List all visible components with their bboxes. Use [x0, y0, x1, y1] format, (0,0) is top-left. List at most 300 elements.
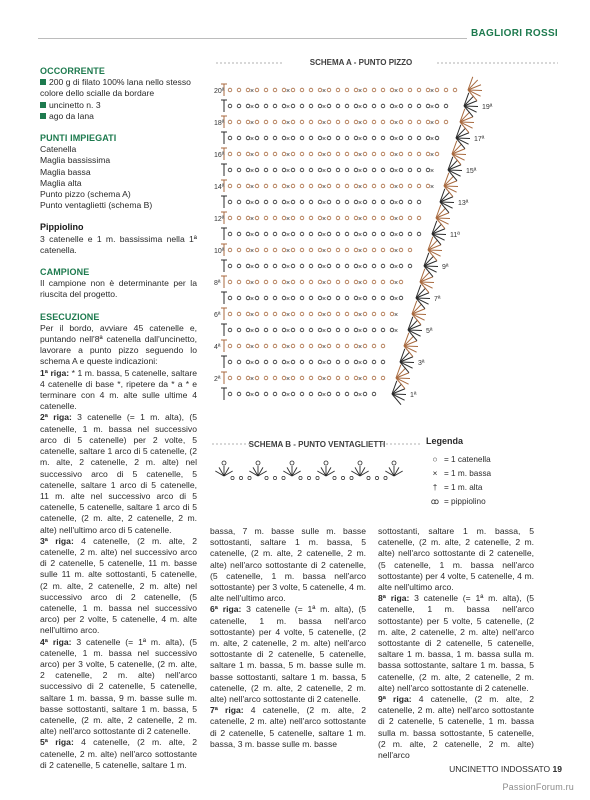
row-label-left: 10ª: [214, 248, 225, 255]
single-crochet-mark: ×: [394, 120, 399, 127]
chain-stitch-mark: [399, 200, 403, 204]
chain-stitch-mark: [363, 328, 367, 332]
row-7-instructions: 7ª riga: 4 catenelle, (2 m. alte, 2 catenelle, 2 m. alte) nell'arco sottostante di 2 catenelle, 5 catenelle, saltare 1 m. bassa, 3 m. basse sulle m. basse: [210, 705, 366, 749]
single-crochet-mark: ×: [322, 120, 327, 127]
chain-stitch-mark: [228, 344, 232, 348]
chain-stitch-mark: [309, 136, 313, 140]
chain-stitch-mark: [336, 376, 340, 380]
chain-stitch-mark: [291, 344, 295, 348]
single-crochet-mark: ×: [358, 216, 363, 223]
square-bullet-icon: [40, 113, 46, 119]
chain-stitch-mark: [273, 312, 277, 316]
chain-stitch-mark: [327, 88, 331, 92]
chain-stitch-mark: [273, 476, 276, 479]
single-crochet-mark: ×: [358, 232, 363, 239]
chain-stitch-mark: [350, 476, 353, 479]
chain-stitch-mark: [399, 296, 403, 300]
chain-stitch-mark: [381, 136, 385, 140]
single-crochet-mark: ×: [250, 120, 255, 127]
chain-stitch-mark: [345, 200, 349, 204]
chain-stitch-mark: [381, 248, 385, 252]
fan-stitch-mark: [416, 298, 429, 304]
crochet-chart-a: [212, 56, 562, 431]
chain-stitch-mark: [255, 200, 259, 204]
fan-stitch-mark: [460, 122, 469, 133]
single-crochet-mark: ×: [358, 120, 363, 127]
chain-stitch-mark: [408, 264, 412, 268]
chain-stitch-mark: [309, 104, 313, 108]
chain-stitch-mark: [264, 344, 268, 348]
row-1-instructions: 1ª riga: * 1 m. bassa, 5 catenelle, saltare 4 catenelle di base *, ripetere da * a * e terminare con 4 m. alte sulle ultime 4 catenelle.: [40, 367, 197, 412]
chain-stitch-mark: [435, 120, 439, 124]
chain-stitch-mark: [300, 136, 304, 140]
chain-stitch-mark: [307, 476, 310, 479]
row-3-instructions: 3ª riga: 4 catenelle, (2 m. alte, 2 catenelle, 2 m. alte) nel successivo arco di 2 catenelle, 5 catenelle, 11 m. basse sulle 11 m. alte sottostanti, 5 catenelle, (2 m. alte, 2 catenelle, 2 m. alte) nel successivo arco di 2 catenelle, (5 catenelle, 1 m. bassa nel successivo arco) per 2 volte, 5 catenelle, 4 m. alte nell'ultimo arco.: [40, 535, 197, 636]
chain-stitch-mark: [381, 328, 385, 332]
single-crochet-mark: ×: [322, 296, 327, 303]
chain-stitch-mark: [255, 344, 259, 348]
single-crochet-mark: ×: [394, 136, 399, 143]
fan-stitch-mark: [424, 266, 437, 272]
chain-stitch-mark: [264, 232, 268, 236]
chain-stitch-mark: [417, 200, 421, 204]
single-crochet-mark: ×: [394, 232, 399, 239]
chain-stitch-mark: [228, 392, 232, 396]
chain-stitch-mark: [273, 216, 277, 220]
chain-stitch-mark: [372, 152, 376, 156]
chain-stitch-mark: [237, 120, 241, 124]
fan-stitch-mark: [440, 202, 453, 208]
single-crochet-mark: ×: [250, 248, 255, 255]
row-5-continued: bassa, 7 m. basse sulle m. basse sottostanti, saltare 1 m. bassa, 5 catenelle, (2 m. alte, 2 catenelle, 2 m. alte) nell'arco sottostante di 2 catenelle, (5 catenelle, 1 m. bassa nell'arco sottostante) per 3 volte, 5 catenelle, 4 m. alte nell'ultimo arco.: [210, 526, 366, 604]
chain-stitch-mark: [381, 280, 385, 284]
chain-stitch-mark: [381, 216, 385, 220]
fan-stitch-mark: [412, 314, 421, 325]
chain-stitch-mark: [399, 280, 403, 284]
chain-stitch-mark: [291, 184, 295, 188]
chain-stitch-mark: [372, 312, 376, 316]
legend-title: Legenda: [426, 436, 464, 446]
chain-stitch-mark: [273, 104, 277, 108]
chain-stitch-mark: [273, 344, 277, 348]
single-crochet-mark: ×: [394, 312, 399, 319]
campione-text: Il campione non è determinante per la riuscita del progetto.: [40, 278, 197, 300]
chain-stitch-mark: [363, 376, 367, 380]
single-crochet-mark: ×: [430, 136, 435, 143]
chain-stitch-mark: [435, 104, 439, 108]
chain-stitch-mark: [408, 200, 412, 204]
chain-stitch-mark: [228, 232, 232, 236]
chain-stitch-mark: [309, 296, 313, 300]
single-crochet-mark: ×: [322, 104, 327, 111]
chain-stitch-mark: [255, 216, 259, 220]
single-crochet-mark: ×: [394, 264, 399, 271]
single-crochet-mark: ×: [250, 88, 255, 95]
row-label-right: 15ª: [466, 168, 477, 175]
chain-stitch-mark: [336, 280, 340, 284]
chain-stitch-mark: [255, 264, 259, 268]
esecuzione-heading: ESECUZIONE: [40, 311, 100, 322]
chain-stitch-mark: [255, 152, 259, 156]
chain-stitch-mark: [363, 280, 367, 284]
fan-stitch-mark: [444, 186, 453, 197]
chain-stitch-mark: [309, 392, 313, 396]
chain-stitch-mark: [273, 152, 277, 156]
single-crochet-mark: ×: [250, 264, 255, 271]
chain-stitch-mark: [372, 296, 376, 300]
chain-stitch-mark: [372, 280, 376, 284]
chain-stitch-mark: [237, 184, 241, 188]
chain-stitch-mark: [228, 376, 232, 380]
single-crochet-mark: ×: [286, 168, 291, 175]
chain-stitch-mark: [399, 248, 403, 252]
single-crochet-mark: ×: [358, 296, 363, 303]
chain-stitch-mark: [381, 296, 385, 300]
chain-stitch-mark: [363, 152, 367, 156]
chain-stitch-mark: [237, 360, 241, 364]
chain-stitch-mark: [273, 376, 277, 380]
chain-stitch-mark: [291, 248, 295, 252]
single-crochet-mark: ×: [250, 232, 255, 239]
fan-stitch-mark: [428, 250, 441, 256]
list-item: Punto pizzo (schema A): [40, 189, 131, 200]
chain-stitch-mark: [381, 88, 385, 92]
legend-item: × = 1 m. bassa: [426, 466, 566, 480]
chain-stitch-mark: [228, 120, 232, 124]
chain-stitch-mark: [381, 104, 385, 108]
chain-stitch-mark: [372, 120, 376, 124]
single-crochet-icon: ×: [432, 468, 438, 478]
chain-stitch-mark: [399, 104, 403, 108]
chain-stitch-mark: [228, 88, 232, 92]
chain-stitch-mark: [372, 264, 376, 268]
chain-stitch-mark: [399, 232, 403, 236]
watermark: PassionForum.ru: [502, 782, 574, 792]
chain-stitch-mark: [363, 264, 367, 268]
fan-stitch-mark: [424, 266, 433, 277]
section-tag: BAGLIORI ROSSI: [467, 28, 562, 39]
chain-stitch-mark: [408, 88, 412, 92]
row-label-right: 13ª: [458, 200, 469, 207]
chain-stitch-mark: [345, 392, 349, 396]
single-crochet-mark: ×: [250, 360, 255, 367]
row-label-left: 18ª: [214, 120, 225, 127]
chain-stitch-mark: [264, 184, 268, 188]
chain-stitch-mark: [255, 392, 259, 396]
chain-stitch-mark: [372, 360, 376, 364]
chain-stitch-mark: [309, 360, 313, 364]
chain-stitch-mark: [327, 184, 331, 188]
fan-stitch-mark: [404, 346, 417, 352]
picot-mark: [256, 461, 260, 465]
chain-stitch-mark: [363, 104, 367, 108]
fan-stitch-mark: [444, 186, 457, 192]
punti-list: [40, 144, 197, 211]
chain-stitch-mark: [327, 120, 331, 124]
chain-stitch-mark: [228, 104, 232, 108]
single-crochet-mark: ×: [322, 344, 327, 351]
single-crochet-mark: ×: [250, 104, 255, 111]
list-item: ago da lana: [40, 111, 197, 122]
chain-stitch-mark: [435, 136, 439, 140]
single-crochet-mark: ×: [358, 200, 363, 207]
chain-stitch-mark: [273, 136, 277, 140]
chain-stitch-mark: [327, 264, 331, 268]
single-crochet-mark: ×: [250, 152, 255, 159]
single-crochet-mark: ×: [358, 312, 363, 319]
single-crochet-mark: ×: [322, 392, 327, 399]
legend-item: † = 1 m. alta: [426, 480, 566, 494]
fan-stitch-mark: [448, 170, 461, 176]
chain-stitch-mark: [345, 184, 349, 188]
single-crochet-mark: ×: [286, 120, 291, 127]
single-crochet-mark: ×: [286, 264, 291, 271]
chain-stitch-mark: [408, 120, 412, 124]
chain-stitch-mark: [363, 168, 367, 172]
fan-stitch-mark: [452, 154, 461, 165]
single-crochet-mark: ×: [358, 344, 363, 351]
fan-stitch-mark: [416, 298, 425, 309]
chain-stitch-mark: [336, 232, 340, 236]
single-crochet-mark: ×: [430, 152, 435, 159]
chain-stitch-mark: [237, 328, 241, 332]
single-crochet-mark: ×: [286, 344, 291, 351]
fan-stitch-mark: [396, 378, 409, 384]
row-9-instructions: 9ª riga: 4 catenelle, (2 m. alte, 2 catenelle, 2 m. alte) nell'arco sottostante di 2 catenelle, 5 catenelle, 1 m. bassa sulla m. bassa sottostante, 5 catenelle, (2 m. alte, 2 catenelle, 2 m. alte) nell'arco: [378, 694, 534, 761]
chain-stitch-mark: [336, 184, 340, 188]
chain-stitch-mark: [273, 360, 277, 364]
fan-stitch-mark: [412, 314, 425, 320]
chain-stitch-mark: [255, 312, 259, 316]
campione-heading: CAMPIONE: [40, 267, 90, 278]
chain-stitch-mark: [237, 296, 241, 300]
chain-stitch-mark: [381, 360, 385, 364]
fan-stitch-mark: [460, 122, 473, 128]
chain-stitch-mark: [300, 232, 304, 236]
chain-stitch-mark: [327, 344, 331, 348]
chain-stitch-mark: [228, 216, 232, 220]
single-crochet-mark: ×: [286, 200, 291, 207]
chain-stitch-mark: [381, 152, 385, 156]
single-crochet-mark: ×: [394, 296, 399, 303]
chain-stitch-mark: [363, 232, 367, 236]
chain-stitch-mark: [300, 216, 304, 220]
single-crochet-mark: ×: [430, 120, 435, 127]
fan-stitch-mark: [464, 106, 473, 117]
chain-stitch-mark: [309, 120, 313, 124]
chain-stitch-mark: [372, 248, 376, 252]
chain-stitch-mark: [255, 376, 259, 380]
schema-b-chart: [212, 438, 422, 493]
chain-stitch-mark: [417, 168, 421, 172]
fan-stitch-mark: [400, 362, 409, 373]
single-crochet-mark: ×: [322, 376, 327, 383]
chain-stitch-mark: [372, 216, 376, 220]
chain-stitch-mark: [228, 328, 232, 332]
chain-stitch-mark: [228, 152, 232, 156]
chain-stitch-mark: [363, 200, 367, 204]
chain-stitch-mark: [300, 120, 304, 124]
single-crochet-mark: ×: [358, 264, 363, 271]
legend-item: ○ = 1 catenella: [426, 452, 566, 466]
chain-stitch-mark: [327, 152, 331, 156]
chain-stitch-mark: [336, 88, 340, 92]
single-crochet-mark: ×: [430, 168, 435, 175]
picot-mark: [222, 461, 226, 465]
chain-stitch-mark: [264, 360, 268, 364]
chain-stitch-mark: [255, 136, 259, 140]
single-crochet-mark: ×: [358, 88, 363, 95]
chain-stitch-mark: [417, 120, 421, 124]
chain-stitch-mark: [255, 104, 259, 108]
punti-heading: PUNTI IMPIEGATI: [40, 133, 117, 144]
row-4-instructions: 4ª riga: 3 catenelle (= 1ª m. alta), (5 catenelle, 1 m. bassa nel successivo arco) per 3 volte, 5 catenelle, (2 m. alte, 2 catenelle, 2 m. alte) nell'arco successivo di 2 catenelle, 5 catenelle, saltare 1 m. bassa, 9 m. basse sulle m. basse sottostanti, saltare 1 m. bassa, 5 catenelle, (2 m. alte, 2 catenelle, 2 m. alte) nell'arco sottostante di 2 catenelle.: [40, 636, 197, 737]
chain-stitch-mark: [264, 88, 268, 92]
list-item: Maglia alta: [40, 177, 82, 188]
chain-stitch-mark: [300, 392, 304, 396]
chain-stitch-mark: [444, 88, 448, 92]
chain-stitch-mark: [345, 376, 349, 380]
square-bullet-icon: [40, 79, 46, 85]
single-crochet-mark: ×: [250, 184, 255, 191]
chain-stitch-mark: [237, 88, 241, 92]
chain-stitch-mark: [333, 476, 336, 479]
chain-stitch-mark: [372, 184, 376, 188]
chain-stitch-mark: [228, 168, 232, 172]
chain-stitch-mark: [228, 296, 232, 300]
chain-stitch-mark: [336, 168, 340, 172]
chain-stitch-mark: [336, 360, 340, 364]
single-crochet-mark: ×: [322, 248, 327, 255]
chain-stitch-mark: [300, 344, 304, 348]
chain-stitch-mark: [336, 120, 340, 124]
row-2-instructions: 2ª riga: 3 catenelle (= 1 m. alta), (5 catenelle, 1 m. bassa nel successivo arco di 5 catenelle) per 2 volte, 5 catenelle, saltare 1 arco di 5 catenelle, (2 m. alte, 2 catenelle, 2 m. alte) nel successivo arco di 5 catenelle, 5 catenelle, saltare 1 arco di 5 catenelle, 11 m. alte nel successivo arco di 5 catenelle, 5 catenelle, saltare 1 arco di 5 catenelle, (2 m. alte, 2 catenelle, 2 m. alte) nell'ultimo arco di 5 catenelle.: [40, 412, 197, 535]
middle-column: [210, 526, 366, 750]
chain-stitch-mark: [282, 476, 285, 479]
single-crochet-mark: ×: [286, 280, 291, 287]
fan-stitch-mark: [452, 154, 465, 160]
chain-stitch-mark: [300, 248, 304, 252]
single-crochet-mark: ×: [322, 360, 327, 367]
row-label-right: 1ª: [410, 392, 417, 399]
row-label-right: 7ª: [434, 296, 441, 303]
chain-stitch-mark: [345, 152, 349, 156]
magazine-name: UNCINETTO INDOSSATO: [449, 764, 551, 774]
chain-stitch-mark: [327, 360, 331, 364]
row-label-left: 16ª: [214, 152, 225, 159]
chain-stitch-mark: [300, 88, 304, 92]
single-crochet-mark: ×: [322, 200, 327, 207]
chain-stitch-mark: [345, 296, 349, 300]
chain-stitch-mark: [264, 248, 268, 252]
single-crochet-mark: ×: [250, 376, 255, 383]
single-crochet-mark: ×: [250, 136, 255, 143]
chain-stitch-mark: [316, 476, 319, 479]
single-crochet-mark: ×: [322, 312, 327, 319]
chain-stitch-mark: [345, 168, 349, 172]
single-crochet-mark: ×: [250, 344, 255, 351]
chain-stitch-mark: [372, 200, 376, 204]
chain-stitch-mark: [381, 312, 385, 316]
chain-stitch-mark: [372, 344, 376, 348]
list-item: Maglia bassissima: [40, 155, 111, 166]
chain-stitch-mark: [345, 136, 349, 140]
row-label-left: 8ª: [214, 280, 221, 287]
chain-stitch-mark: [381, 120, 385, 124]
chain-stitch-mark: [345, 248, 349, 252]
chain-stitch-mark: [372, 136, 376, 140]
fan-stitch-mark: [456, 138, 465, 149]
chain-stitch-mark: [264, 152, 268, 156]
chain-stitch-mark: [345, 360, 349, 364]
single-crochet-mark: ×: [322, 280, 327, 287]
picot-mark: [392, 461, 396, 465]
single-crochet-mark: ×: [286, 376, 291, 383]
chain-stitch-mark: [237, 216, 241, 220]
chain-stitch-mark: [345, 104, 349, 108]
chain-stitch-mark: [336, 216, 340, 220]
chain-stitch-mark: [300, 184, 304, 188]
pippiolino-heading: Pippiolino: [40, 222, 84, 233]
chain-stitch-mark: [237, 312, 241, 316]
chain-stitch-mark: [408, 248, 412, 252]
chain-stitch-mark: [228, 280, 232, 284]
row-label-left: 2ª: [214, 376, 221, 383]
chain-stitch-mark: [300, 328, 304, 332]
chain-stitch-mark: [300, 104, 304, 108]
chain-stitch-mark: [228, 184, 232, 188]
chain-stitch-mark: [372, 392, 376, 396]
chain-stitch-mark: [255, 168, 259, 172]
single-crochet-mark: ×: [358, 328, 363, 335]
fan-stitch-mark: [408, 330, 421, 336]
fan-stitch-mark: [428, 250, 437, 261]
chain-stitch-mark: [375, 476, 378, 479]
chain-stitch-mark: [291, 216, 295, 220]
chain-stitch-mark: [309, 216, 313, 220]
chart-a-title: SCHEMA A - PUNTO PIZZO: [309, 58, 413, 67]
chain-stitch-icon: ○: [432, 454, 438, 464]
chain-stitch-mark: [291, 136, 295, 140]
crochet-chart-b: [212, 438, 422, 488]
chain-stitch-mark: [327, 232, 331, 236]
chain-stitch-mark: [309, 312, 313, 316]
fan-stitch-mark: [436, 218, 445, 229]
chain-stitch-mark: [309, 248, 313, 252]
single-crochet-mark: ×: [286, 136, 291, 143]
chain-stitch-mark: [336, 296, 340, 300]
chain-stitch-mark: [264, 104, 268, 108]
chart-legend: [426, 436, 566, 508]
single-crochet-mark: ×: [394, 168, 399, 175]
picot-mark: [358, 461, 362, 465]
chain-stitch-mark: [408, 104, 412, 108]
chain-stitch-mark: [291, 360, 295, 364]
row-5-instructions: 5ª riga: 4 catenelle, (2 m. alte, 2 catenelle, 2 m. alte) nell'arco sottostante di 2 catenelle, 5 catenelle, saltare 1 m.: [40, 737, 197, 770]
single-crochet-mark: ×: [250, 392, 255, 399]
double-crochet-icon: †: [432, 482, 438, 492]
chain-stitch-mark: [239, 476, 242, 479]
chain-stitch-mark: [255, 120, 259, 124]
chain-stitch-mark: [327, 104, 331, 108]
chain-stitch-mark: [309, 280, 313, 284]
chain-stitch-mark: [372, 168, 376, 172]
chain-stitch-mark: [363, 392, 367, 396]
single-crochet-mark: ×: [250, 280, 255, 287]
single-crochet-mark: ×: [394, 152, 399, 159]
single-crochet-mark: ×: [286, 312, 291, 319]
chain-stitch-mark: [345, 328, 349, 332]
